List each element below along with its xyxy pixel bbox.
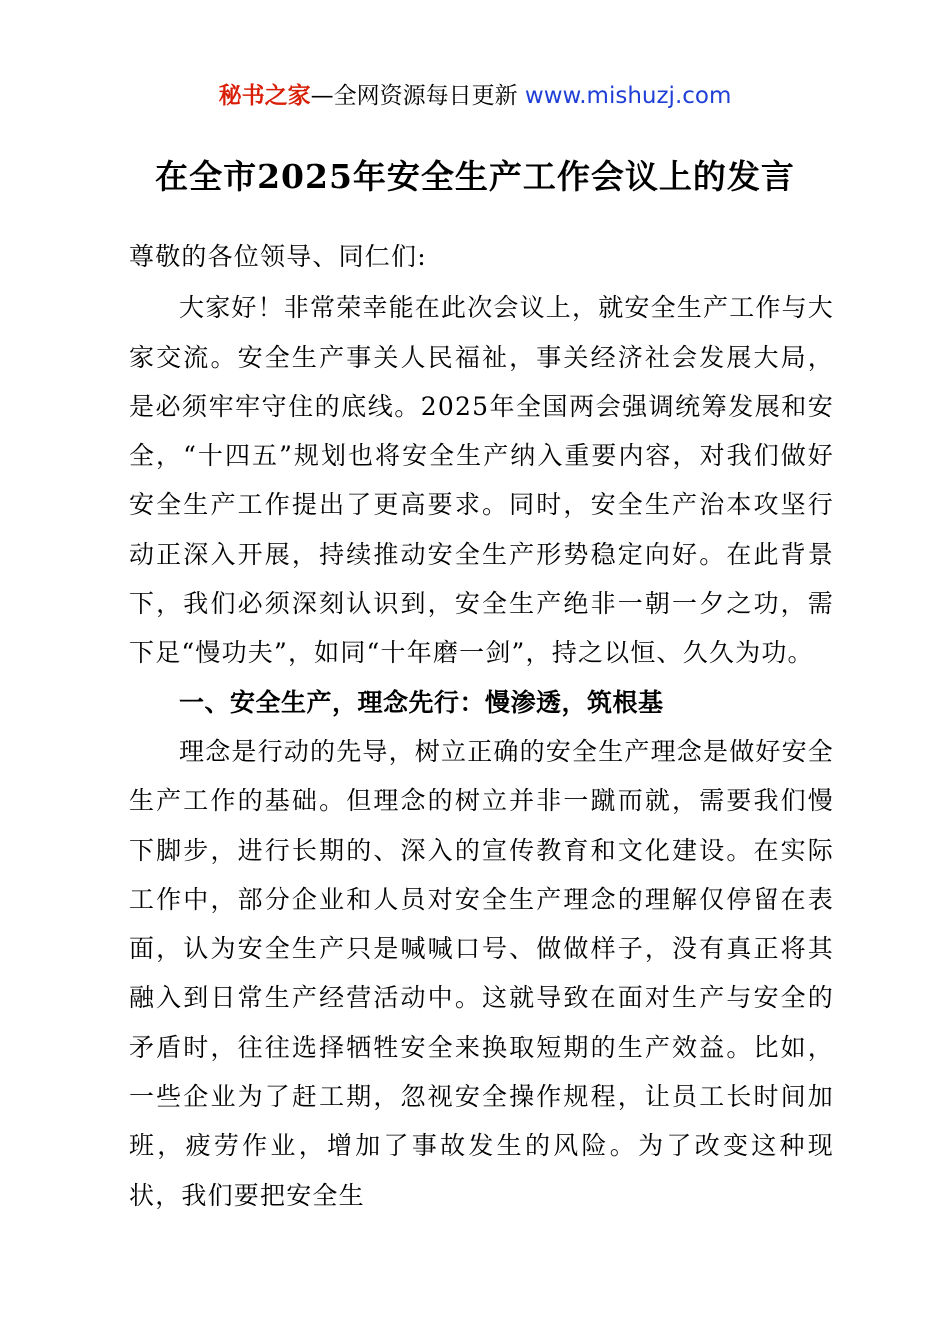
document-title: 在全市2025年安全生产工作会议上的发言 [155,157,795,196]
site-tagline: —全网资源每日更新 [310,83,518,109]
section-heading-1: 一、安全生产，理念先行：慢渗透，筑根基 [179,687,664,717]
section-paragraph-1: 理念是行动的先导，树立正确的安全生产理念是做好安全生产工作的基础。但理念的树立并非一蹴而就，需要我们慢下脚步，进行长期的、深入的宣传教育和文化建设。在实际工作中，部分企业和人员对安全生产理念的理解仅停留在表面，认为安全生产只是喊喊口号、做做样子，没有真正将其融入到日常生产经营活动中。这就导致在面对生产与安全的矛盾时，往往选择牺牲安全来换取短期的生产效益。比如，一些企业为了赶工期，忽视安全操作规程，让员工长时间加班，疲劳作业，增加了事故发生的风险。为了改变这种现状，我们要把安全生 [129,736,835,1210]
document-body [129,232,834,1220]
greeting-line: 尊敬的各位领导、同仁们: [129,242,427,271]
site-header [0,78,950,114]
site-url-link[interactable]: www.mishuzj.com [524,83,732,109]
intro-paragraph: 大家好！非常荣幸能在此次会议上，就安全生产工作与大家交流。安全生产事关人民福祉，事关经济社会发展大局，是必须牢牢守住的底线。2025年全国两会强调统筹发展和安全，“十四五”规划也将安全生产纳入重要内容，对我们做好安全生产工作提出了更高要求。同时，安全生产治本攻坚行动正深入开展，持续推动安全生产形势稳定向好。在此背景下，我们必须深刻认识到，安全生产绝非一朝一夕之功，需下足“慢功夫”，如同“十年磨一剑”，持之以恒、久久为功。 [129,293,835,668]
site-brand: 秘书之家 [218,83,311,109]
